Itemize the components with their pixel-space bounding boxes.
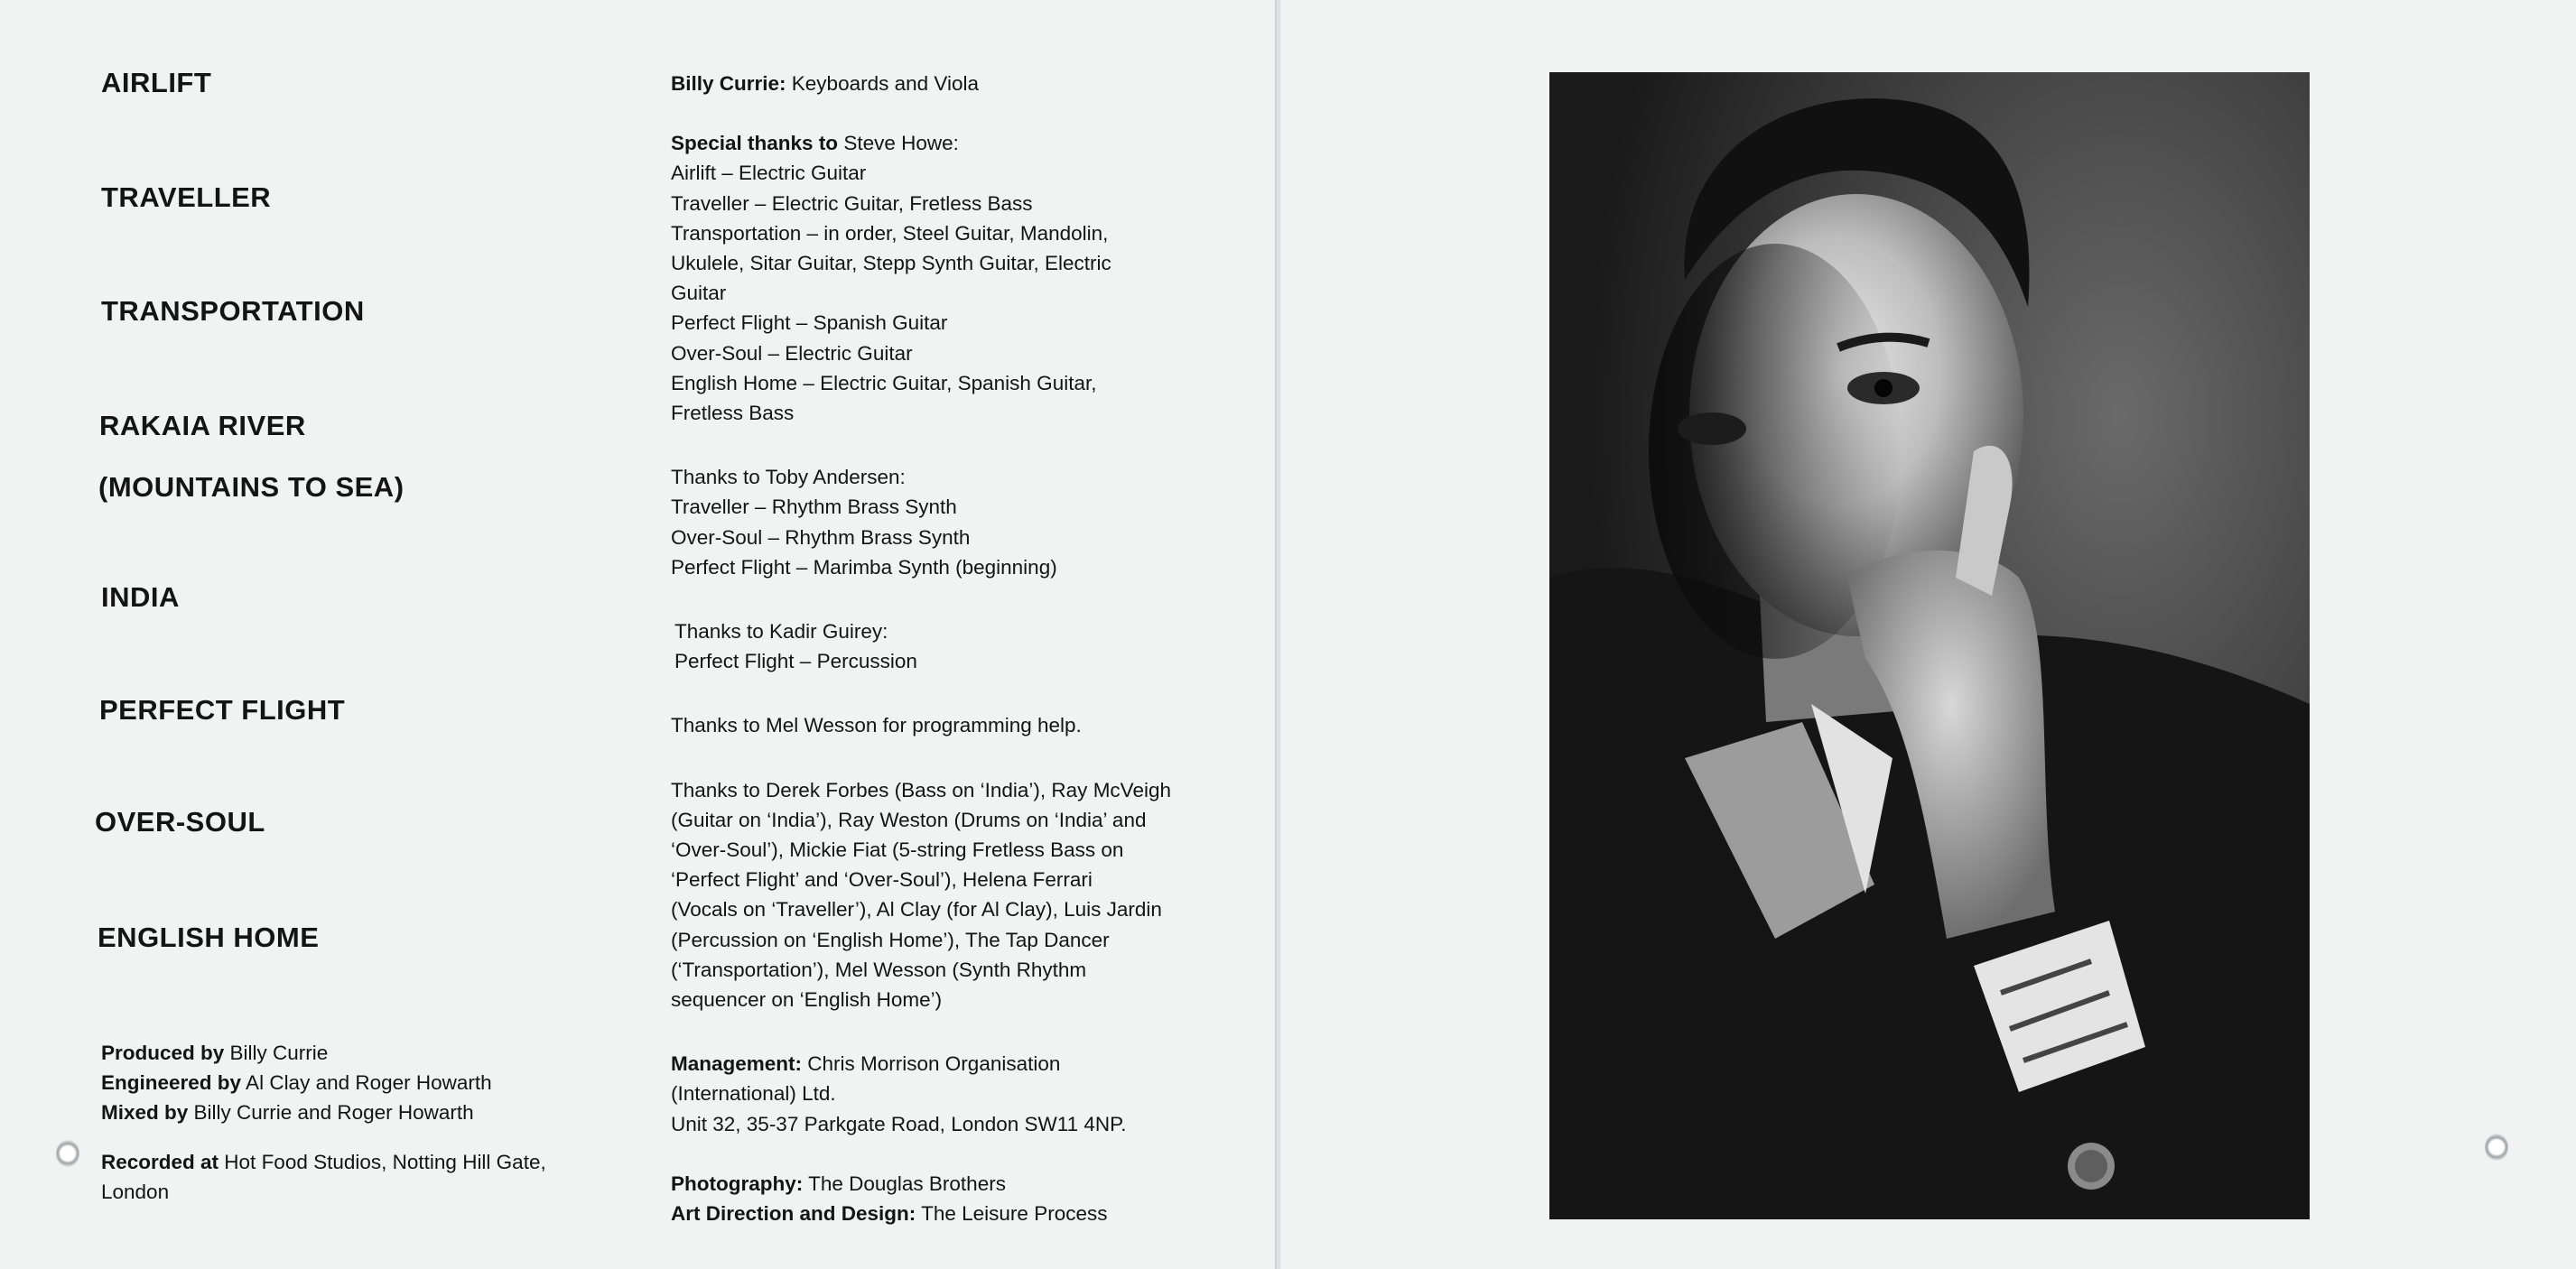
punch-hole [56, 1140, 79, 1167]
track-title: ENGLISH HOME [98, 922, 320, 953]
credit-line: English Home – Electric Guitar, Spanish Guitar, [671, 371, 1097, 394]
credit-line: ‘Perfect Flight’ and ‘Over-Soul’), Helena Ferrari [671, 868, 1093, 892]
credit-line: Unit 32, 35-37 Parkgate Road, London SW11 4NP. [671, 1112, 1127, 1135]
portrait-photo [1549, 72, 2310, 1219]
credit-line: Perfect Flight – Spanish Guitar [671, 311, 948, 335]
punch-hole [2485, 1134, 2508, 1161]
credit-line: sequencer on ‘English Home’) [671, 988, 943, 1012]
artist-line: Billy Currie: Keyboards and Viola [671, 72, 980, 95]
credit-line: Perfect Flight – Percussion [674, 650, 917, 673]
credit-line: Traveller – Rhythm Brass Synth [671, 496, 957, 519]
track-title: TRANSPORTATION [101, 295, 365, 327]
management-line: Management: Chris Morrison Organisation [671, 1052, 1061, 1076]
credit-line: Traveller – Electric Guitar, Fretless Bass [671, 191, 1033, 215]
production-credits [101, 1038, 546, 1207]
track-title: TRAVELLER [101, 181, 272, 213]
engineered-by-line: Engineered by Al Clay and Roger Howarth [101, 1071, 492, 1094]
credit-line: (Percussion on ‘English Home’), The Tap Dancer [671, 928, 1110, 951]
credit-line: Over-Soul – Rhythm Brass Synth [671, 525, 971, 549]
track-title: OVER-SOUL [95, 806, 265, 838]
track-title-continued: (MOUNTAINS TO SEA) [98, 471, 405, 503]
recorded-at-line: Recorded at Hot Food Studios, Notting Hill Gate, [101, 1151, 546, 1173]
produced-by-line: Produced by Billy Currie [101, 1042, 329, 1064]
credit-line: Guitar [671, 282, 727, 305]
track-title: INDIA [101, 581, 180, 613]
credit-line: ‘Over-Soul’), Mickie Fiat (5-string Fretless Bass on [671, 838, 1124, 862]
track-title: AIRLIFT [101, 67, 212, 98]
credit-line: Over-Soul – Electric Guitar [671, 341, 913, 365]
track-title: PERFECT FLIGHT [99, 694, 346, 726]
art-direction-line: Art Direction and Design: The Leisure Process [671, 1202, 1108, 1226]
mixed-by-line: Mixed by Billy Currie and Roger Howarth [101, 1101, 474, 1124]
credit-line: Transportation – in order, Steel Guitar, Mandolin, [671, 221, 1109, 245]
credit-line: (International) Ltd. [671, 1082, 836, 1106]
credit-line: Thanks to Mel Wesson for programming help. [671, 714, 1082, 737]
credit-line: Fretless Bass [671, 402, 795, 425]
credit-line: (Guitar on ‘India’), Ray Weston (Drums on ‘India’ and [671, 808, 1147, 831]
special-thanks-line: Special thanks to Steve Howe: [671, 132, 959, 155]
photography-line: Photography: The Douglas Brothers [671, 1172, 1006, 1195]
credit-line: Thanks to Toby Andersen: [671, 466, 906, 489]
recorded-at-city: London [101, 1181, 170, 1203]
credit-line: Thanks to Kadir Guirey: [674, 620, 888, 644]
credit-line: (‘Transportation’), Mel Wesson (Synth Rhythm [671, 958, 1087, 981]
credit-line: Ukulele, Sitar Guitar, Stepp Synth Guitar, Electric [671, 252, 1111, 275]
musician-credits [671, 69, 1213, 1228]
credit-line: Thanks to Derek Forbes (Bass on ‘India’), Ray McVeigh [671, 778, 1171, 801]
credit-line: Perfect Flight – Marimba Synth (beginning) [671, 555, 1057, 579]
credit-line: (Vocals on ‘Traveller’), Al Clay (for Al Clay), Luis Jardin [671, 898, 1162, 922]
credit-line: Airlift – Electric Guitar [671, 162, 867, 185]
track-title: RAKAIA RIVER [99, 410, 306, 441]
